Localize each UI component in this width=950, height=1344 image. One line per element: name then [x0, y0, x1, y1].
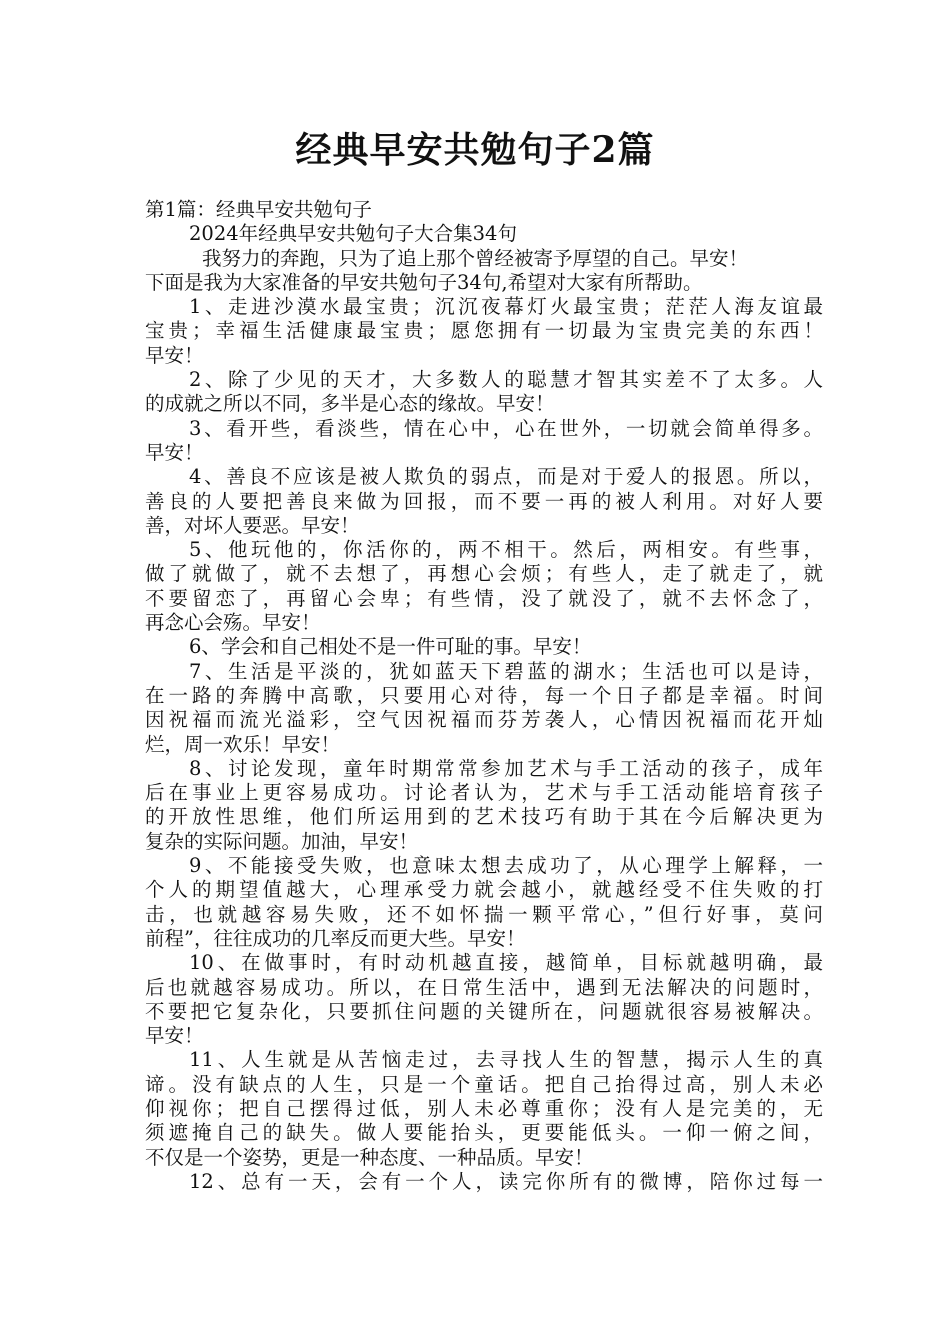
text-line: 善，对坏人要恶。早安！: [145, 513, 360, 537]
text-line: 在一路的奔腾中高歌，只要用心对待，每一个日子都是幸福。时间: [145, 683, 823, 707]
document-title: 经典早安共勉句子2篇: [295, 129, 655, 171]
text-line: 复杂的实际问题。加油，早安！: [145, 829, 419, 853]
text-line: 后在事业上更容易成功。讨论者认为，艺术与手工活动能培育孩子: [145, 781, 823, 805]
text-line: 谛。没有缺点的人生，只是一个童话。把自己抬得过高，别人未必: [145, 1072, 823, 1096]
text-line: 击，也就越容易失败，还不如怀揣一颗平常心，”但行好事，莫问: [145, 902, 823, 926]
text-line: 10、在做事时，有时动机越直接，越简单，目标就越明确，最: [189, 951, 823, 975]
text-line: 2024年经典早安共勉句子大合集34句: [189, 222, 517, 246]
text-line: 不要把它复杂化，只要抓住问题的关键所在，问题就很容易被解决。: [145, 999, 823, 1023]
text-line: 早安！: [145, 440, 204, 464]
text-line: 烂，周一欢乐！早安！: [145, 732, 341, 756]
text-line: 早安！: [145, 343, 204, 367]
text-line: 不仅是一个姿势，更是一种态度、一种品质。早安！: [145, 1145, 594, 1169]
text-line: 早安！: [145, 1024, 204, 1048]
text-line: 做了就做了，就不去想了，再想心会烦；有些人，走了就走了，就: [145, 562, 823, 586]
text-line: 1、走进沙漠水最宝贵；沉沉夜幕灯火最宝贵；茫茫人海友谊最: [189, 295, 823, 319]
text-line: 宝贵；幸福生活健康最宝贵；愿您拥有一切最为宝贵完美的东西！: [145, 319, 823, 343]
text-line: 9、不能接受失败，也意味太想去成功了，从心理学上解释，一: [189, 854, 823, 878]
text-line: 再念心会殇。早安！: [145, 611, 321, 635]
text-line: 须遮掩自己的缺失。做人要能抬头，更要能低头。一仰一俯之间，: [145, 1121, 823, 1145]
text-line: 下面是我为大家准备的早安共勉句子34句,希望对大家有所帮助。: [145, 270, 703, 294]
text-line: 5、他玩他的，你活你的，两不相干。然后，两相安。有些事，: [189, 538, 823, 562]
text-line: 4、善良不应该是被人欺负的弱点，而是对于爱人的报恩。所以，: [189, 465, 823, 489]
text-line: 善良的人要把善良来做为回报，而不要一再的被人利用。对好人要: [145, 489, 823, 513]
text-line: 第1篇：经典早安共勉句子: [145, 198, 372, 221]
text-line: 3、看开些，看淡些，情在心中，心在世外，一切就会简单得多。: [189, 416, 823, 440]
text-line: 7、生活是平淡的，犹如蓝天下碧蓝的湖水；生活也可以是诗，: [189, 659, 823, 683]
text-line: 的开放性思维，他们所运用到的艺术技巧有助于其在今后解决更为: [145, 805, 823, 829]
text-line: 个人的期望值越大，心理承受力就会越小，就越经受不住失败的打: [145, 878, 823, 902]
text-line: 8、讨论发现，童年时期常常参加艺术与手工活动的孩子，成年: [189, 756, 823, 780]
text-line: 2、除了少见的天才，大多数人的聪慧才智其实差不了太多。人: [189, 368, 823, 392]
text-line: 我努力的奔跑，只为了追上那个曾经被寄予厚望的自己。早安！: [202, 246, 749, 270]
text-line: 的成就之所以不同，多半是心态的缘故。早安！: [145, 392, 555, 416]
document-body: [145, 198, 823, 1194]
text-line: 6、学会和自己相处不是一件可耻的事。早安！: [189, 635, 592, 659]
text-line: 因祝福而流光溢彩，空气因祝福而芬芳袭人，心情因祝福而花开灿: [145, 708, 823, 732]
text-line: 前程”，往往成功的几率反而更大些。早安！: [145, 926, 526, 950]
text-line: 11、人生就是从苦恼走过，去寻找人生的智慧，揭示人生的真: [189, 1048, 823, 1072]
text-line: 仰视你；把自己摆得过低，别人未必尊重你；没有人是完美的，无: [145, 1096, 823, 1120]
text-line: 后也就越容易成功。所以，在日常生活中，遇到无法解决的问题时，: [145, 975, 823, 999]
text-line: 12、总有一天，会有一个人，读完你所有的微博，陪你过每一: [189, 1169, 823, 1193]
text-line: 不要留恋了，再留心会卑；有些情，没了就没了，就不去怀念了，: [145, 586, 823, 610]
